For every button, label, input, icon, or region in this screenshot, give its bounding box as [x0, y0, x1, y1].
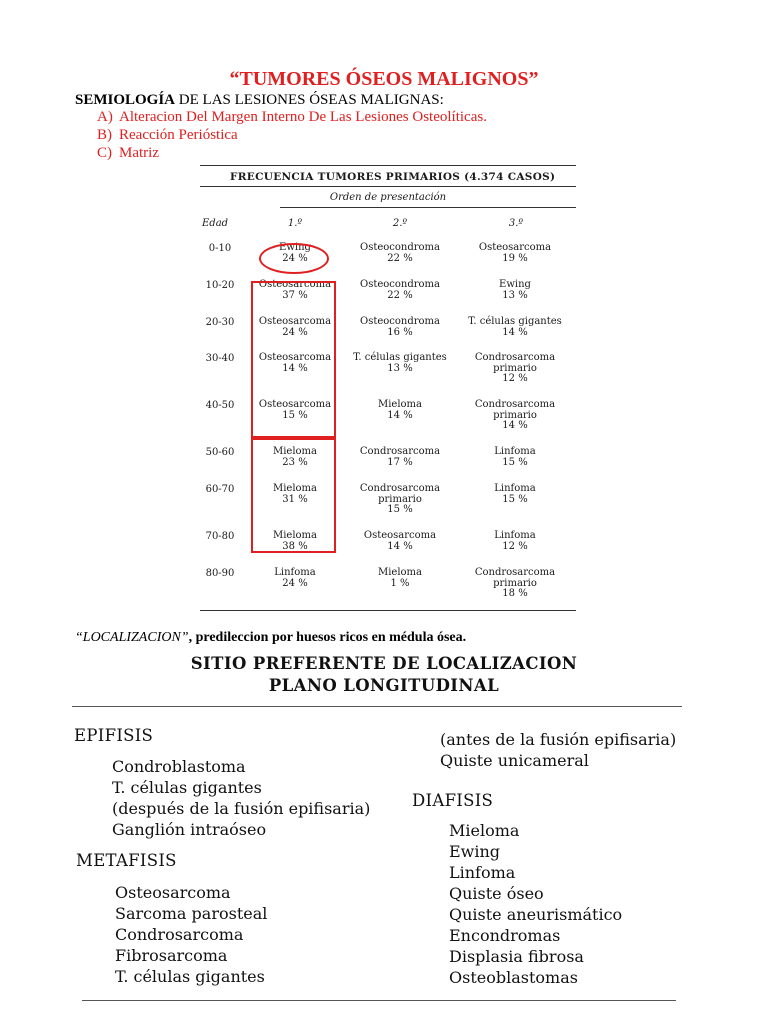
- table-cell-line: 22 %: [387, 252, 413, 264]
- table-cell-line: Condrosarcoma: [359, 446, 441, 457]
- epifisis-list: [112, 756, 370, 840]
- table-cell-line: 31 %: [282, 493, 308, 505]
- table-cell-line: 38 %: [282, 540, 308, 552]
- table-cell-line: 13 %: [502, 289, 528, 301]
- document-title: “TUMORES ÓSEOS MALIGNOS”: [229, 68, 539, 90]
- table-cell-line: 14 %: [502, 420, 528, 431]
- table-cell-line: primario: [493, 577, 537, 589]
- list-item-text: Reacción Perióstica: [119, 127, 238, 143]
- highlight-box-osteosarcoma: [251, 281, 336, 438]
- table-cell-line: Osteosarcoma: [478, 242, 552, 253]
- table-cell-line: 17 %: [387, 456, 413, 468]
- table-cell: [455, 484, 575, 505]
- semiologia-bold-lead: SEMIOLOGÍA: [75, 92, 176, 108]
- list-item: Quiste unicameral: [440, 751, 589, 770]
- table-cell-line: 14 %: [282, 362, 308, 374]
- list-item: (antes de la fusión epifisaria): [440, 730, 677, 749]
- table-title-rule: [200, 186, 576, 187]
- table-cell-line: Ewing: [499, 279, 531, 290]
- table-cell-line: Mieloma: [377, 567, 423, 578]
- table-cell-line: Osteocondroma: [360, 316, 440, 327]
- list-item: Osteoblastomas: [449, 968, 578, 987]
- table-cell-line: primario: [378, 493, 422, 505]
- table-cell-line: 24 %: [282, 252, 308, 264]
- table-cell-line: 13 %: [387, 362, 413, 374]
- table-cell: [455, 243, 575, 264]
- localizacion-text: , predileccion por huesos ricos en médula ósea.: [188, 630, 467, 645]
- table-cell-line: T. células gigantes: [353, 352, 447, 363]
- table-cell-line: Osteosarcoma: [363, 530, 437, 541]
- table-cell: [340, 280, 460, 301]
- table-cell-line: 37 %: [282, 289, 308, 301]
- table-age-cell: 20-30: [205, 317, 235, 328]
- table-age-cell: 40-50: [205, 400, 235, 411]
- table-cell: [340, 447, 460, 468]
- list-item: [97, 108, 487, 126]
- list-marker: A): [97, 109, 113, 125]
- table-cell-line: Osteosarcoma: [258, 279, 332, 290]
- frequency-table: [200, 163, 576, 613]
- metafisis-heading: METAFISIS: [76, 851, 177, 870]
- table-subtitle-rule: [280, 207, 576, 208]
- table-cell-line: Linfoma: [494, 483, 536, 494]
- table-cell-line: 12 %: [502, 373, 528, 384]
- table-cell-line: 18 %: [502, 588, 528, 599]
- table-col-header-2: 2.º: [392, 218, 408, 229]
- table-cell: [455, 317, 575, 338]
- table-cell: [245, 568, 345, 589]
- table-cell: [340, 484, 460, 516]
- semiologia-heading-rest: DE LAS LESIONES ÓSEAS MALIGNAS:: [175, 92, 444, 108]
- bottom-divider: [82, 1000, 676, 1001]
- table-cell: [340, 531, 460, 552]
- table-cell: [340, 568, 460, 589]
- table-cell-line: Linfoma: [494, 530, 536, 541]
- list-item: [97, 126, 487, 144]
- table-cell-line: 15 %: [502, 456, 528, 468]
- list-item: Condrosarcoma: [115, 925, 244, 944]
- diafisis-list: [449, 820, 622, 988]
- table-subtitle: Orden de presentación: [329, 192, 447, 203]
- list-item: Osteosarcoma: [115, 883, 231, 902]
- table-title: FRECUENCIA TUMORES PRIMARIOS (4.374 CASOS): [230, 171, 556, 183]
- table-age-cell: 80-90: [205, 568, 235, 579]
- highlight-box-mieloma: [251, 438, 336, 553]
- table-cell: [455, 568, 575, 600]
- table-cell: [455, 447, 575, 468]
- table-cell-line: Osteosarcoma: [258, 399, 332, 410]
- table-cell-line: Osteosarcoma: [258, 352, 332, 363]
- table-cell-line: 14 %: [387, 540, 413, 552]
- table-cell-line: Condrosarcoma: [474, 567, 556, 578]
- table-cell-line: Linfoma: [274, 567, 316, 578]
- table-age-cell: 70-80: [205, 531, 235, 542]
- list-item: Ewing: [449, 842, 501, 861]
- semiologia-heading: [75, 92, 444, 109]
- table-age-cell: 50-60: [205, 447, 235, 458]
- list-item: Sarcoma parosteal: [115, 904, 268, 923]
- list-marker: B): [97, 127, 112, 143]
- table-top-rule: [200, 165, 576, 166]
- list-item: Encondromas: [449, 926, 561, 945]
- table-cell-line: 23 %: [282, 456, 308, 468]
- table-col-header-3: 3.º: [508, 218, 524, 229]
- metafisis-list: [115, 882, 267, 987]
- table-cell-line: 24 %: [282, 326, 308, 338]
- localizacion-quote: “LOCALIZACION”: [75, 630, 189, 645]
- diafisis-heading: DIAFISIS: [412, 791, 494, 810]
- table-cell-line: Mieloma: [272, 530, 318, 541]
- table-cell-line: Linfoma: [494, 446, 536, 457]
- list-item: Mieloma: [449, 821, 520, 840]
- list-item: Quiste óseo: [449, 884, 544, 903]
- table-cell: [455, 353, 575, 385]
- table-cell-line: 15 %: [502, 493, 528, 505]
- table-cell-line: Condrosarcoma: [474, 352, 556, 363]
- table-cell-line: 12 %: [502, 540, 528, 552]
- table-cell-line: 15 %: [282, 409, 308, 421]
- table-age-cell: 0-10: [208, 243, 232, 254]
- table-cell-line: 14 %: [502, 326, 528, 338]
- semiologia-list: [97, 108, 487, 162]
- sitio-heading-line2: PLANO LONGITUDINAL: [268, 676, 500, 695]
- list-item: T. células gigantes: [115, 967, 265, 986]
- table-cell-line: Mieloma: [377, 399, 423, 410]
- table-age-cell: 60-70: [205, 484, 235, 495]
- table-age-header: Edad: [202, 218, 229, 229]
- table-cell-line: primario: [493, 409, 537, 421]
- highlight-circle: [259, 243, 329, 274]
- list-item: Linfoma: [449, 863, 516, 882]
- table-cell: [340, 400, 460, 421]
- table-cell: [455, 531, 575, 552]
- divider: [72, 706, 682, 707]
- list-item-text: Matriz: [119, 145, 159, 161]
- table-col-header-1: 1.º: [287, 218, 303, 229]
- table-cell: [340, 353, 460, 374]
- table-cell: [455, 280, 575, 301]
- table-cell-line: 16 %: [387, 326, 413, 338]
- table-cell: [340, 317, 460, 338]
- epifisis-heading: EPIFISIS: [74, 726, 154, 745]
- table-age-cell: 30-40: [205, 353, 235, 364]
- table-cell-line: 22 %: [387, 289, 413, 301]
- list-item: Displasia fibrosa: [449, 947, 584, 966]
- table-cell-line: Mieloma: [272, 446, 318, 457]
- table-cell-line: primario: [493, 362, 537, 374]
- table-cell-line: 24 %: [282, 577, 308, 589]
- list-item: Ganglión intraóseo: [112, 820, 267, 839]
- list-marker: C): [97, 145, 112, 161]
- list-item-text: Alteracion Del Margen Interno De Las Lesiones Osteolíticas.: [119, 109, 487, 125]
- table-age-cell: 10-20: [205, 280, 235, 291]
- table-cell-line: Condrosarcoma: [359, 483, 441, 494]
- list-item: Condroblastoma: [112, 757, 246, 776]
- table-cell-line: 15 %: [387, 504, 413, 515]
- list-item: Quiste aneurismático: [449, 905, 623, 924]
- epifisis-right-list: [440, 729, 676, 771]
- localizacion-line: [75, 630, 466, 646]
- table-cell-line: 19 %: [502, 252, 528, 264]
- table-cell-line: Ewing: [279, 242, 311, 253]
- table-cell-line: Osteocondroma: [360, 279, 440, 290]
- table-cell-line: T. células gigantes: [468, 316, 562, 327]
- table-cell: [455, 400, 575, 432]
- list-item: T. células gigantes: [112, 778, 262, 797]
- sitio-heading-line1: SITIO PREFERENTE DE LOCALIZACION: [190, 654, 578, 673]
- table-cell-line: 1 %: [390, 577, 410, 589]
- table-cell-line: Osteocondroma: [360, 242, 440, 253]
- list-item: Fibrosarcoma: [115, 946, 228, 965]
- table-cell: [340, 243, 460, 264]
- table-cell-line: 14 %: [387, 409, 413, 421]
- list-item: (después de la fusión epifisaria): [112, 799, 371, 818]
- table-cell-line: Condrosarcoma: [474, 399, 556, 410]
- table-bottom-rule: [200, 610, 576, 611]
- table-cell-line: Mieloma: [272, 483, 318, 494]
- table-cell-line: Osteosarcoma: [258, 316, 332, 327]
- list-item: [97, 144, 487, 162]
